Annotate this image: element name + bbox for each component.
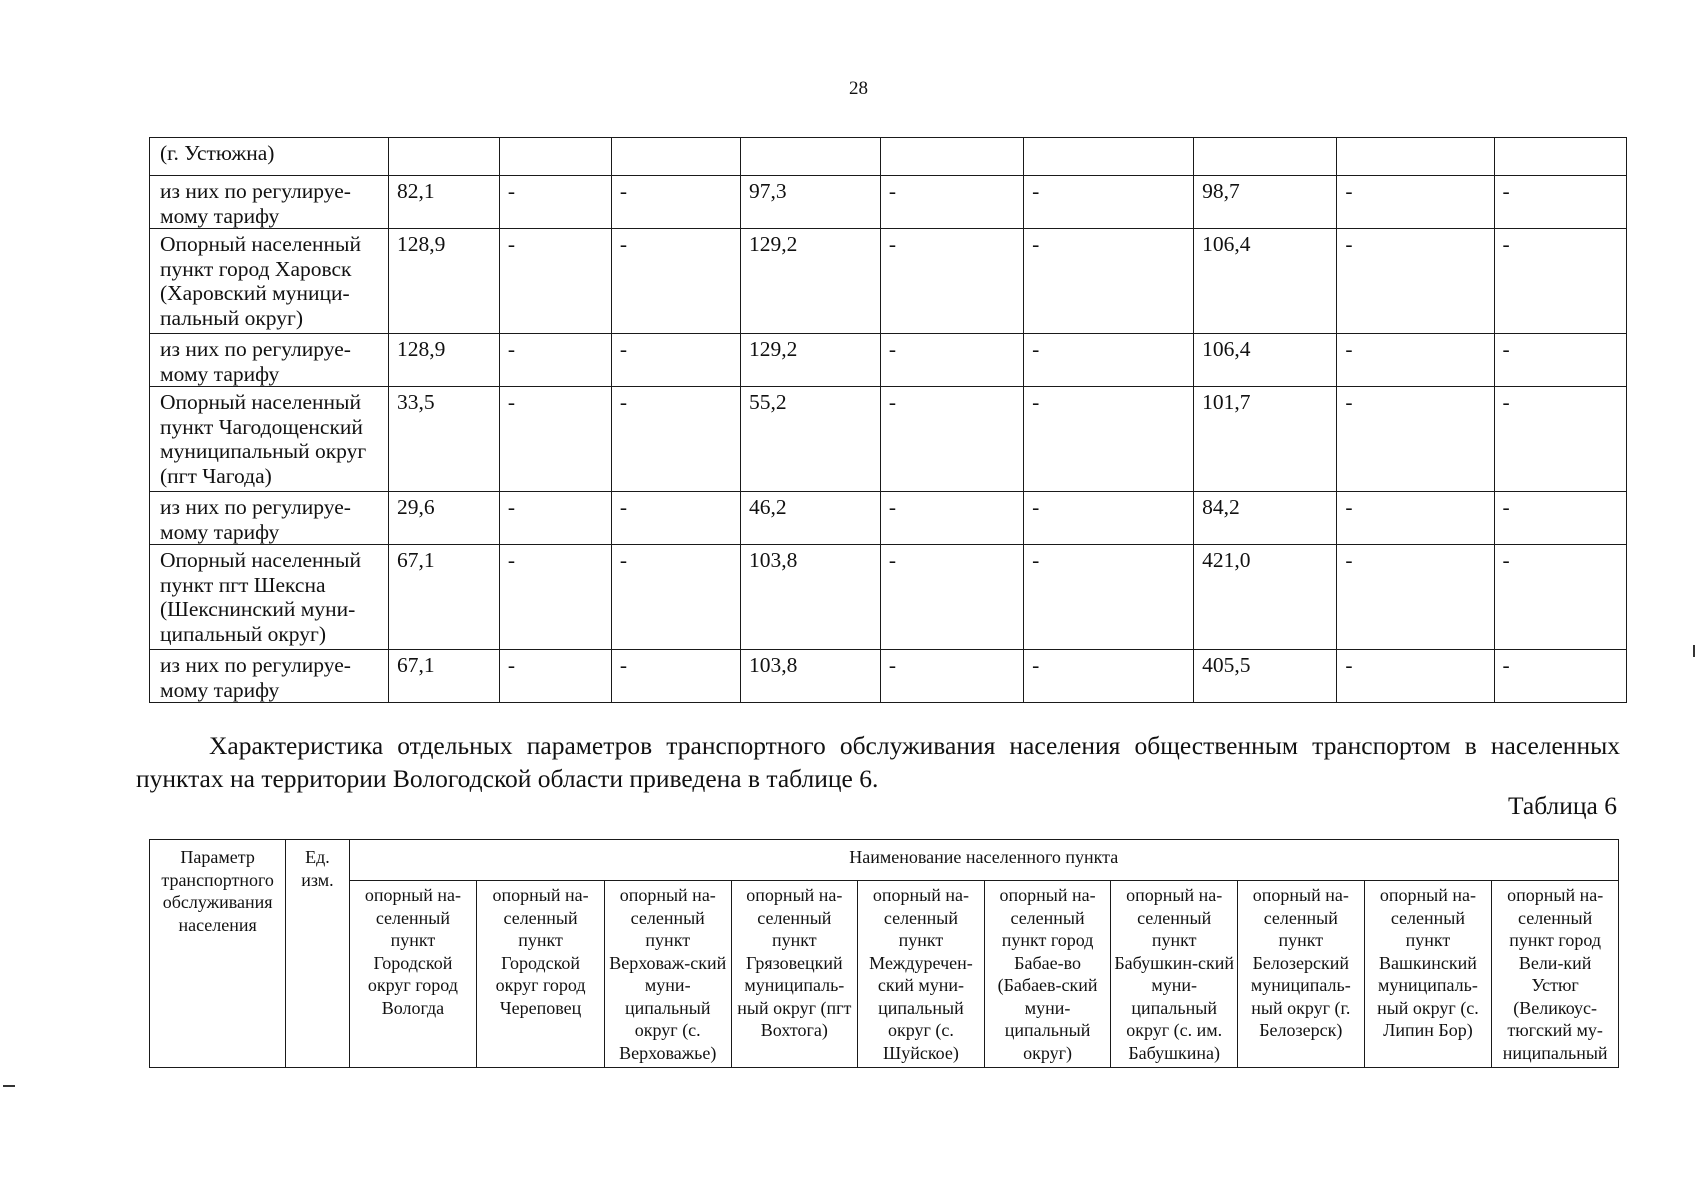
settlement-header: опорный на-селенный пункт город Вели-кий Устюг (Великоус-тюгский му-ниципальный: [1492, 881, 1619, 1068]
row-label: Опорный населенный пункт Чагодощенский муниципальный округ (пгт Чагода): [150, 387, 389, 492]
table-row: [150, 176, 1627, 229]
table-cell: 101,7: [1194, 387, 1337, 492]
table-cell: -: [1337, 650, 1494, 703]
page-number: 28: [849, 78, 868, 99]
table-cell: -: [880, 650, 1023, 703]
table-cell: -: [1024, 650, 1194, 703]
table-cell: -: [1024, 387, 1194, 492]
table-cell: -: [499, 650, 611, 703]
table-cell: 103,8: [740, 650, 880, 703]
table-row: [150, 492, 1627, 545]
table-cell: -: [611, 334, 740, 387]
settlement-group-header: Наименование населенного пункта: [349, 840, 1618, 881]
table-cell: 405,5: [1194, 650, 1337, 703]
table-row: [150, 387, 1627, 492]
table-cell: 98,7: [1194, 176, 1337, 229]
table-cell: 97,3: [740, 176, 880, 229]
table-cell: -: [1337, 334, 1494, 387]
row-label: (г. Устюжна): [150, 138, 389, 176]
settlement-header: опорный на-селенный пункт город Бабае-во (Бабаев-ский муни-ципальный округ): [984, 881, 1111, 1068]
table-cell: -: [499, 229, 611, 334]
table-row: [150, 334, 1627, 387]
table-cell: -: [1337, 176, 1494, 229]
table-cell: 129,2: [740, 229, 880, 334]
table-row: [150, 229, 1627, 334]
row-label: из них по регулируе-мому тарифу: [150, 650, 389, 703]
table-cell: 106,4: [1194, 334, 1337, 387]
table-cell: -: [611, 545, 740, 650]
table-row: [150, 138, 1627, 176]
table-6: [149, 839, 1619, 1068]
unit-header: Ед. изм.: [286, 840, 349, 1068]
param-header: Параметр транспортного обслуживания населения: [150, 840, 286, 1068]
table-cell: 128,9: [388, 334, 499, 387]
table-cell: -: [611, 492, 740, 545]
table-cell: -: [880, 229, 1023, 334]
table-cell: -: [1494, 229, 1626, 334]
table-cell: [499, 138, 611, 176]
row-label: из них по регулируе-мому тарифу: [150, 176, 389, 229]
table-cell: -: [1024, 492, 1194, 545]
table-cell: -: [499, 334, 611, 387]
settlement-header: опорный на-селенный пункт Городской округ город Череповец: [477, 881, 605, 1068]
table-cell: -: [611, 176, 740, 229]
settlement-header: опорный на-селенный пункт Белозерский муниципаль-ный округ (г. Белозерск): [1237, 881, 1364, 1068]
description-paragraph: Характеристика отдельных параметров транспортного обслуживания населения общественным транспортом в населенных пунктах на территории Вологодской области приведена в таблице 6.: [136, 731, 1620, 793]
table-cell: -: [611, 229, 740, 334]
table-cell: -: [1024, 334, 1194, 387]
table-cell: 29,6: [388, 492, 499, 545]
table-cell: -: [880, 545, 1023, 650]
settlement-header: опорный на-селенный пункт Грязовецкий муниципаль-ный округ (пгт Вохтога): [731, 881, 858, 1068]
table-cell: -: [880, 176, 1023, 229]
table-cell: [1494, 138, 1626, 176]
table-cell: -: [1494, 492, 1626, 545]
table-cell: -: [1494, 176, 1626, 229]
table-cell: -: [880, 334, 1023, 387]
table-row: [150, 650, 1627, 703]
table-cell: -: [1494, 334, 1626, 387]
table-cell: 67,1: [388, 545, 499, 650]
table-row: [150, 545, 1627, 650]
table-cell: -: [1494, 387, 1626, 492]
table-caption: Таблица 6: [1507, 791, 1617, 820]
table-cell: [388, 138, 499, 176]
table-cell: -: [1024, 176, 1194, 229]
table-cell: -: [499, 545, 611, 650]
row-label: из них по регулируе-мому тарифу: [150, 492, 389, 545]
table-cell: -: [499, 387, 611, 492]
row-label: Опорный населенный пункт город Харовск (Харовский муници-пальный округ): [150, 229, 389, 334]
table-cell: 55,2: [740, 387, 880, 492]
table-cell: -: [1337, 492, 1494, 545]
settlement-header: опорный на-селенный пункт Городской округ город Вологда: [349, 881, 477, 1068]
settlement-header: опорный на-селенный пункт Верховаж-ский муни-ципальный округ (с. Верховажье): [604, 881, 731, 1068]
table-cell: 421,0: [1194, 545, 1337, 650]
table-cell: 128,9: [388, 229, 499, 334]
table-cell: -: [1337, 545, 1494, 650]
continued-data-table: [149, 137, 1627, 703]
table-cell: [880, 138, 1023, 176]
table-cell: -: [499, 492, 611, 545]
table-cell: 82,1: [388, 176, 499, 229]
settlement-header: опорный на-селенный пункт Междуречен-ский муни-ципальный округ (с. Шуйское): [858, 881, 985, 1068]
table-cell: -: [1494, 545, 1626, 650]
table-cell: [1337, 138, 1494, 176]
row-label: Опорный населенный пункт пгт Шексна (Шекснинский муни-ципальный округ): [150, 545, 389, 650]
table-cell: -: [880, 387, 1023, 492]
table-cell: -: [611, 650, 740, 703]
table-cell: -: [499, 176, 611, 229]
table-cell: -: [1337, 387, 1494, 492]
table-cell: 33,5: [388, 387, 499, 492]
table-cell: [740, 138, 880, 176]
settlement-header: опорный на-селенный пункт Вашкинский муниципаль-ный округ (с. Липин Бор): [1364, 881, 1492, 1068]
table-cell: 103,8: [740, 545, 880, 650]
settlement-header: опорный на-селенный пункт Бабушкин-ский муни-ципальный округ (с. им. Бабушкина): [1111, 881, 1238, 1068]
margin-mark-right: [1693, 645, 1695, 657]
table-cell: 67,1: [388, 650, 499, 703]
table-cell: -: [1337, 229, 1494, 334]
table-cell: 129,2: [740, 334, 880, 387]
table-cell: -: [1024, 229, 1194, 334]
row-label: из них по регулируе-мому тарифу: [150, 334, 389, 387]
table-cell: -: [880, 492, 1023, 545]
table-cell: -: [1494, 650, 1626, 703]
table-cell: [1024, 138, 1194, 176]
margin-mark-left: [3, 1085, 15, 1087]
table-cell: -: [611, 387, 740, 492]
table-cell: -: [1024, 545, 1194, 650]
table-cell: 46,2: [740, 492, 880, 545]
table-cell: [1194, 138, 1337, 176]
table-cell: 106,4: [1194, 229, 1337, 334]
table-cell: [611, 138, 740, 176]
table-cell: 84,2: [1194, 492, 1337, 545]
